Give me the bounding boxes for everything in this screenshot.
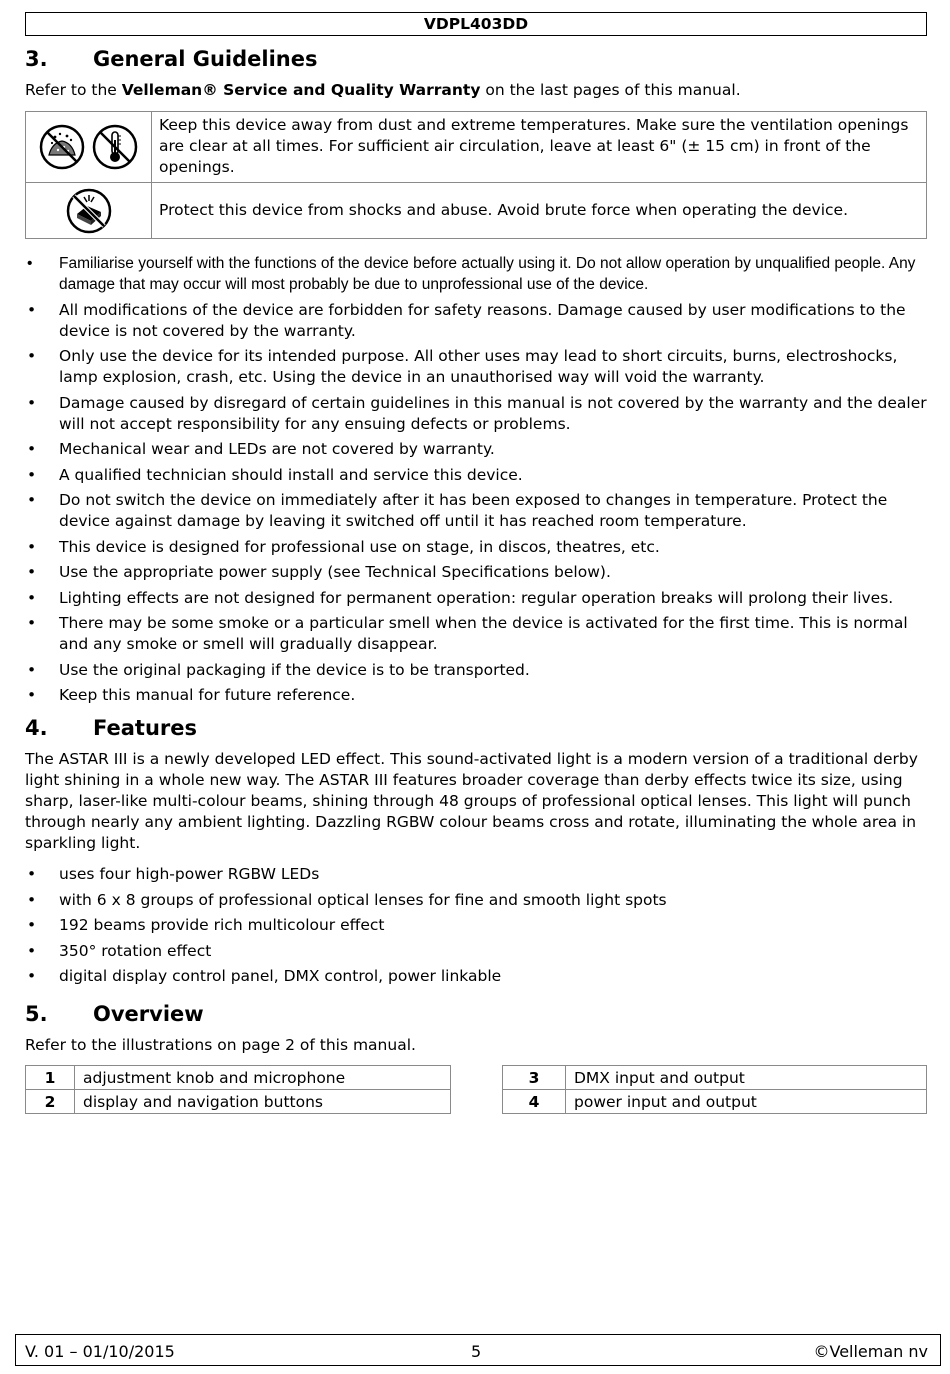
list-item — [25, 966, 930, 987]
list-item — [25, 890, 930, 911]
list-item-text: Only use the device for its intended purpose. All other uses may lead to short circuits, burns, electroshocks, lamp explosion, crash, etc. Using the device in an unauthorised way will void the warranty. — [59, 347, 898, 386]
list-item-text: Use the original packaging if the device is to be transported. — [59, 660, 530, 679]
section-5-heading — [25, 1001, 204, 1027]
section-5-intro: Refer to the illustrations on page 2 of this manual. — [25, 1036, 416, 1054]
list-item — [25, 253, 930, 295]
section-4-title: Features — [93, 716, 197, 740]
part-number: 1 — [26, 1066, 75, 1090]
overview-table-right — [502, 1065, 927, 1114]
list-item — [25, 613, 930, 655]
list-item-text: A qualified technician should install and service this device. — [59, 465, 523, 484]
no-dust-icon — [38, 123, 86, 171]
table-row — [26, 1090, 451, 1114]
section-5-title: Overview — [93, 1002, 204, 1026]
warning-icons-cell — [26, 183, 152, 239]
table-row — [503, 1090, 927, 1114]
list-item — [25, 490, 930, 532]
section-4-heading — [25, 715, 197, 741]
list-item-text: Mechanical wear and LEDs are not covered by warranty. — [59, 440, 495, 458]
bullet-icon: • — [27, 686, 37, 704]
list-item-text: Use the appropriate power supply (see Technical Specifications below). — [59, 563, 611, 581]
list-item — [25, 300, 930, 342]
section-4-intro: The ASTAR III is a newly developed LED effect. This sound-activated light is a modern version of a traditional derby light shining in a whole new way. The ASTAR III features broader coverage than derby effects twice its size, using sharp, laser-like multi-colour beams, shining through 48 groups of professional optical lenses. This light will punch through nearly any ambient lighting. Dazzling RGBW colour beams cross and rotate, illuminating the whole area in sparkling light. — [25, 750, 918, 852]
warning-table — [25, 111, 927, 239]
table-row — [26, 1066, 451, 1090]
list-item — [25, 864, 930, 885]
part-label: DMX input and output — [566, 1066, 927, 1090]
part-number: 3 — [503, 1066, 566, 1090]
list-item — [25, 588, 930, 609]
guidelines-list — [25, 253, 930, 711]
features-list — [25, 864, 930, 992]
model-number: VDPL403DD — [423, 15, 529, 33]
bullet-icon: • — [27, 890, 37, 909]
warning-text-cell — [152, 112, 927, 183]
version-date: V. 01 – 01/10/2015 — [25, 1342, 175, 1361]
part-label: power input and output — [566, 1090, 927, 1114]
copyright: ©Velleman nv — [813, 1342, 928, 1361]
list-item — [25, 537, 930, 558]
bullet-icon: • — [27, 347, 37, 365]
list-item — [25, 685, 930, 706]
bullet-icon: • — [27, 440, 37, 458]
list-item-text: 350° rotation effect — [59, 941, 212, 960]
list-item-text: uses four high-power RGBW LEDs — [59, 865, 320, 883]
list-item-text: Damage caused by disregard of certain guidelines in this manual is not covered by the warranty and the dealer will not accept responsibility for any ensuing defects or problems. — [59, 393, 927, 433]
bullet-icon: • — [27, 588, 37, 607]
page-number: 5 — [471, 1342, 482, 1361]
bullet-icon: • — [27, 255, 33, 272]
list-item-text: Keep this manual for future reference. — [59, 686, 356, 704]
list-item-text: Lighting effects are not designed for permanent operation: regular operation breaks will prolong their lives. — [59, 588, 894, 607]
bullet-icon: • — [27, 537, 37, 556]
table-row — [503, 1066, 927, 1090]
page-header — [25, 12, 927, 36]
list-item — [25, 439, 930, 460]
section-3-number: 3. — [25, 47, 48, 71]
no-shock-icon — [65, 187, 113, 235]
list-item — [25, 660, 930, 681]
section-3-heading — [25, 46, 317, 72]
section-4-number: 4. — [25, 716, 48, 740]
warranty-reference: Velleman® Service and Quality Warranty — [121, 81, 481, 99]
list-item-text: digital display control panel, DMX control, power linkable — [59, 967, 502, 985]
list-item — [25, 941, 930, 962]
bullet-icon: • — [27, 660, 37, 679]
list-item — [25, 562, 930, 583]
bullet-icon: • — [27, 300, 37, 319]
list-item-text: Do not switch the device on immediately after it has been exposed to changes in temperature. Protect the device against damage by leaving it switched off until it has reached room temperature. — [59, 491, 888, 530]
section-3-intro — [25, 80, 930, 101]
warning-row — [26, 112, 927, 183]
list-item-text: with 6 x 8 groups of professional optical lenses for fine and smooth light spots — [59, 890, 667, 909]
warning-icons-cell — [26, 112, 152, 183]
warning-text: Protect this device from shocks and abuse. Avoid brute force when operating the device. — [159, 200, 849, 219]
list-item — [25, 393, 930, 435]
list-item-text: There may be some smoke or a particular smell when the device is activated for the first time. This is normal and any smoke or smell will gradually disappear. — [59, 614, 908, 653]
bullet-icon: • — [27, 967, 37, 985]
part-number: 2 — [26, 1090, 75, 1114]
bullet-icon: • — [27, 465, 37, 484]
section-3-title: General Guidelines — [93, 47, 318, 71]
page-footer — [15, 1334, 941, 1366]
list-item — [25, 346, 930, 388]
bullet-icon: • — [27, 491, 37, 509]
bullet-icon: • — [27, 614, 37, 632]
list-item — [25, 915, 930, 936]
bullet-icon: • — [27, 563, 37, 581]
list-item-text: Familiarise yourself with the functions of the device before actually using it. Do not allow operation by unqualified people. Any damage that may occur will most probably be due to unprofessional use of the device. — [59, 255, 916, 293]
overview-table-left — [25, 1065, 451, 1114]
list-item-text: This device is designed for professional use on stage, in discos, theatres, etc. — [59, 537, 660, 556]
warning-text-cell — [152, 183, 927, 239]
part-label: adjustment knob and microphone — [75, 1066, 451, 1090]
section-5-number: 5. — [25, 1002, 48, 1026]
part-label: display and navigation buttons — [75, 1090, 451, 1114]
warning-text: Keep this device away from dust and extreme temperatures. Make sure the ventilation openings are clear at all times. For sufficient air circulation, leave at least 6" (± 15 cm) in front of the openings. — [159, 116, 909, 176]
intro-text-pre: Refer to the — [25, 81, 122, 99]
list-item-text: All modifications of the device are forbidden for safety reasons. Damage caused by user modifications to the device is not covered by the warranty. — [59, 300, 906, 340]
warning-row — [26, 183, 927, 239]
list-item-text: 192 beams provide rich multicolour effect — [59, 916, 385, 934]
list-item — [25, 465, 930, 486]
bullet-icon: • — [27, 865, 37, 883]
bullet-icon: • — [27, 941, 37, 960]
bullet-icon: • — [27, 393, 37, 412]
part-number: 4 — [503, 1090, 566, 1114]
bullet-icon: • — [27, 916, 37, 934]
intro-text-post: on the last pages of this manual. — [480, 81, 741, 99]
no-extreme-temperature-icon — [91, 123, 139, 171]
